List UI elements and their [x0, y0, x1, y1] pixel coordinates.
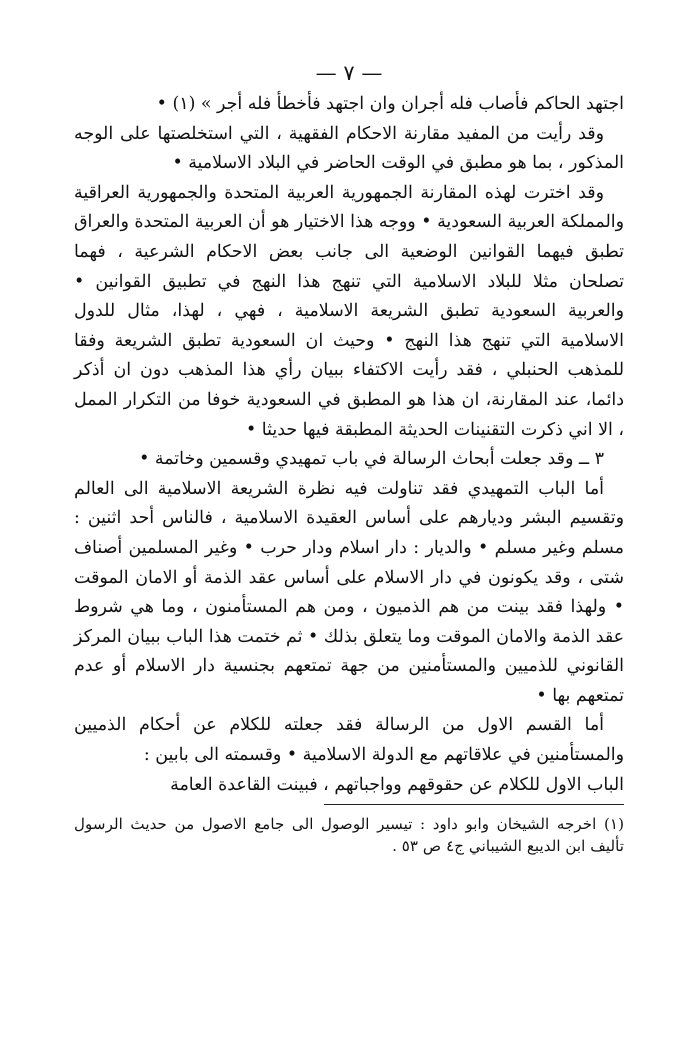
- paragraph: ٣ ــ وقد جعلت أبحاث الرسالة في باب تمهيدي وقسمين وخاتمة •: [139, 449, 604, 470]
- body-text: [74, 90, 624, 800]
- document-page: [74, 58, 624, 857]
- paragraph: أما الباب التمهيدي فقد تناولت فيه نظرة الشريعة الاسلامية الى العالم وتقسيم البشر وديارهم على أساس العقيدة الاسلامية ، فالناس أحد اثنين : مسلم وغير مسلم • والديار : دار اسلام ودار حرب • وغير المسلمين أصناف شتى ، وقد يكونون في دار الاسلام على أساس عقد الذمة أو الامان الموقت • ولهذا فقد بينت من هم الذميون ، ومن هم المستأمنون ، وما هي شروط عقد الذمة والامان الموقت وما يتعلق بذلك • ثم ختمت هذا الباب ببيان المركز القانوني للذميين والمستأمنين من جهة تمتعهم بجنسية دار الاسلام أو عدم تمتعهم بها •: [74, 478, 624, 706]
- paragraph: اجتهد الحاكم فأصاب فله أجران وان اجتهد فأخطأ فله أجر » (١) •: [156, 94, 624, 114]
- paragraph: الباب الاول للكلام عن حقوقهم وواجباتهم ، فبينت القاعدة العامة: [170, 774, 624, 795]
- footnote: (١) اخرجه الشيخان وابو داود : تيسير الوصول الى جامع الاصول من حديث الرسول تأليف ابن الديبع الشيباني ج٤ ص ٥٣ .: [74, 815, 624, 856]
- footnote-divider: [324, 804, 624, 805]
- page-number: — ٧ —: [315, 61, 383, 85]
- paragraph: أما القسم الاول من الرسالة فقد جعلته للكلام عن أحكام الذميين والمستأمنين في علاقاتهم مع الدولة الاسلامية • وقسمته الى بابين :: [74, 715, 624, 766]
- footnotes: [74, 813, 624, 857]
- paragraph: وقد رأيت من المفيد مقارنة الاحكام الفقهية ، التي استخلصتها على الوجه المذكور ، بما هو مطبق في الوقت الحاضر في البلاد الاسلامية •: [74, 123, 624, 174]
- paragraph: وقد اخترت لهذه المقارنة الجمهورية العربية المتحدة والجمهورية العراقية والمملكة العربية السعودية • ووجه هذا الاختيار هو أن العربية المتحدة والعراق تطبق فيهما القوانين الوضعية الى جانب بعض الاحكام الشرعية ، فهما تصلحان مثلا للبلاد الاسلامية التي تنهج هذا النهج في تطبيق القوانين • والعربية السعودية تطبق الشريعة الاسلامية ، فهي ، لهذا، مثال للدول الاسلامية التي تنهج هذا النهج • وحيث ان السعودية تطبق الشريعة وفقا للمذهب الحنبلي ، فقد رأيت الاكتفاء ببيان رأي هذا المذهب دون ان أذكر دائما، عند المقارنة، ان هذا هو المطبق في السعودية خوفا من التكرار الممل ، الا اني ذكرت التقنينات الحديثة المطبقة فيها حديثا •: [74, 182, 624, 440]
